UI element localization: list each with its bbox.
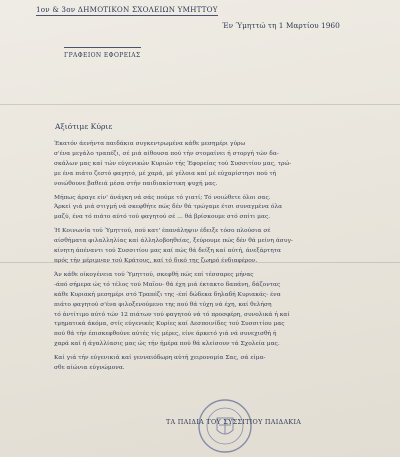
- letter-body: [54, 140, 374, 374]
- body-line: κίνητη άπέναντι τού Συσσιτίου μας καί πώς θά δείξη καί αύτή, άνεξάρτητα: [54, 248, 282, 255]
- body-line: πού θά τήν έπισκεφθούνε αύτές τίς μέρες, είνε άρκετό γιά νά συνεχισθή ή: [54, 331, 277, 338]
- body-line: κάθε Κυριακή μεσημέρι στό Τραπέζι της -έπί δώδεκα δηλαδή Κυριακάς- ένα: [54, 291, 281, 298]
- body-line: τό άντίτιμο αύτό τών 12 πιάτων τού φαγητού νά τό προσφέρη, συνολικά ή καί: [54, 311, 290, 318]
- body-line: αίσθήματα φιλαλληλίας καί άλληλοβοηθείας, ξεύρουμε πώς δέν θά μείνη άσυγ-: [54, 238, 293, 245]
- letter-date: Έν Ύμηττώ τη 1 Μαρτίου 1960: [222, 21, 340, 30]
- body-line: Ή Κοινωνία τού Ύμηττού, πού κατ' έπανάληψιν έδειξε τόσο πλούσια σέ: [54, 228, 271, 235]
- signature-line: ΤΑ ΠΑΙΔΙΑ ΤΟΥ ΣΥΣΣΙΤΙΟΥ ΠΑΙΔΑΚΙΑ: [166, 418, 302, 426]
- body-line: με ένα πιάτο ζεστό φαγητό, μέ χαρά, μέ γέλοια καί μέ εύχαρίστησι πού τή: [54, 170, 277, 177]
- body-line: σ'ένα μεγάλο τραπέζι, σέ μιά αίθουσα πού τήν στομαίνει ή στοργή τών δα-: [54, 150, 279, 157]
- salutation: Αξιότιμε Κύριε: [55, 122, 113, 131]
- paper-fold-line: [0, 104, 400, 105]
- body-line: πιάτο φαγητού σ'ένα φιλοξενούμενο της πού θά τύχη νά έχη, καί θελήση: [54, 301, 272, 308]
- body-line: σκάλων μας καί τών εύγενικών Κυριών τής Έφορείας τού Συσσιτίου μας, τρώ-: [54, 160, 292, 167]
- body-line: Καί γιά τήν εύγενικιά καί γενναιόδωρη αύτή χειρονομία Σας, σά είμα-: [54, 355, 266, 362]
- body-line: Μήπως άραγε είν' άνάγκη νά σάς πούμε τό γιατί; Τό νοιώθετε όλοι σας.: [54, 194, 271, 201]
- letterhead-office: ΓΡΑΦΕΙΟΝ ΕΦΟΡΕΙΑΣ: [64, 52, 141, 59]
- school-seal-stamp: [195, 396, 255, 456]
- body-line: τμηματικά άκόμα, στίς εύγενικές Κυρίες καί Δεσποινίδες τού Συσσιτίου μας: [54, 321, 285, 328]
- body-line: -άπό σήμερα ώς τό τέλος τού Μαΐου- θά έχη μιά έκτακτο δαπάνη, δάζοντας: [54, 281, 281, 288]
- body-line: Έκατόν άενήντα παιδάκια συγκεντρωμένα κάθε μεσημέρι γύρω: [54, 141, 246, 147]
- body-line: πρός τήν μέριμναν τού Κράτους, καί τό δικό της ζωηρό ένδιαφέρον.: [54, 257, 258, 264]
- body-line: Άρκεί γιά μιά στιγμή νά σκεφθήτε πώς δέν θά τρώγαμε έτσι συναγμένα όλα: [54, 204, 283, 211]
- body-line: μαζύ, ένα τό πιάτο αύτό τού φαγητού σέ ... θά βρίσκουμε στό σπίτι μας.: [54, 214, 271, 221]
- body-line: Άν κάθε οίκογένεια τού Ύμηττού, σκεφθή πώς επί τέσσαρες μήνας: [54, 271, 254, 278]
- body-line: νοιώθουνε βαθειά μέσα στήν παιδιακίστικη ψυχή μας.: [54, 180, 218, 187]
- body-line: σθε αίώνια εύγνώμονα.: [54, 365, 125, 372]
- body-line: χαρά καί ή άγαλλίασις μας ώς τήν ήμέρα πού θά κλείσουν τά Σχολεία μας.: [54, 341, 280, 348]
- letterhead-schools: 1ον & 3ον ΔΗΜΟΤΙΚΟΝ ΣΧΟΛΕΙΩΝ ΥΜΗΤΤΟΥ: [36, 5, 218, 14]
